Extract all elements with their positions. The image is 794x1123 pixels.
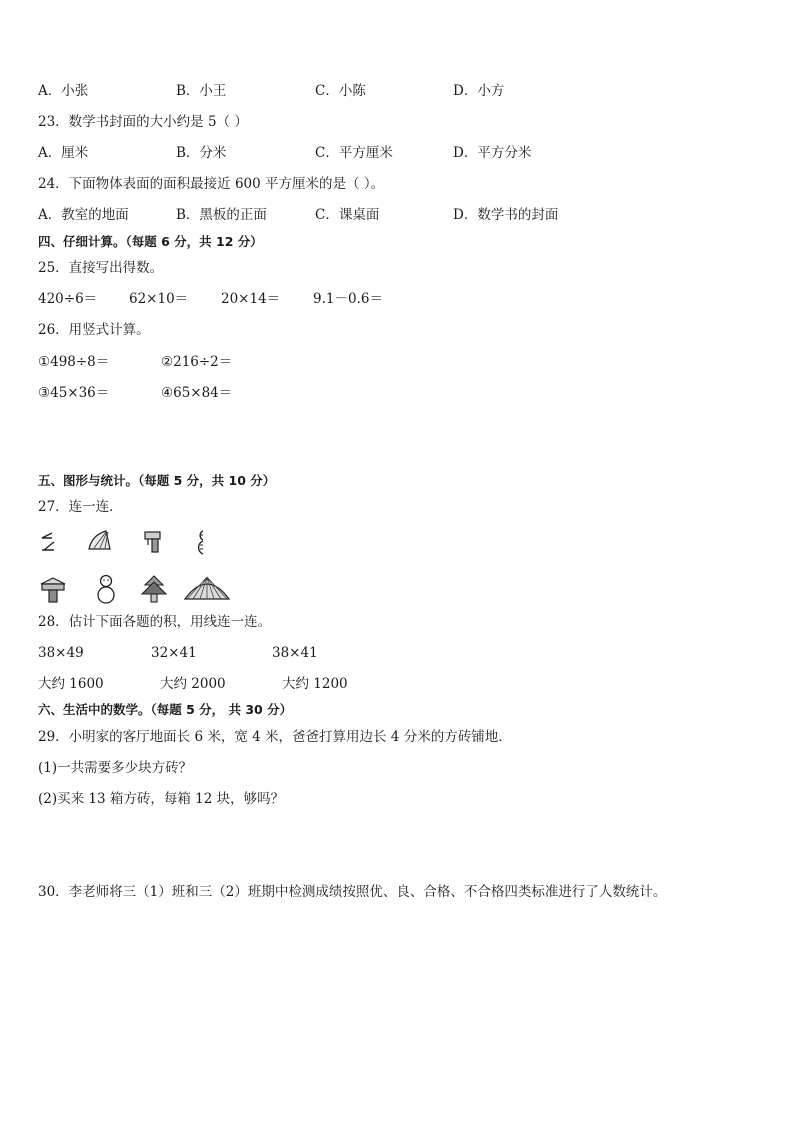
q23-option-c: C．平方厘米 <box>315 145 393 161</box>
q26-stem: 26．用竖式计算。 <box>38 322 150 338</box>
q29-stem: 29．小明家的客厅地面长 6 米，宽 4 米，爸爸打算用边长 4 分米的方砖铺地． <box>38 729 512 745</box>
q26-item-1: ①498÷8＝ <box>38 354 110 370</box>
q25-stem: 25．直接写出得数。 <box>38 260 164 276</box>
hut-icon[interactable] <box>38 574 68 604</box>
q24-stem: 24．下面物体表面的面积最接近 600 平方厘米的是（ ）。 <box>38 176 385 192</box>
q24-option-c: C．课桌面 <box>315 207 380 223</box>
q22-option-a: A．小张 <box>38 83 89 99</box>
q29-sub1: (1)一共需要多少块方砖？ <box>38 760 193 776</box>
q23-option-b: B．分米 <box>176 145 227 161</box>
q22-option-c: C．小陈 <box>315 83 366 99</box>
q25-item-3: 20×14＝ <box>221 291 281 307</box>
q23-stem: 23．数学书封面的大小约是 5（ ） <box>38 114 248 130</box>
q24-option-d: D．数学书的封面 <box>453 207 559 223</box>
q24-option-a: A．教室的地面 <box>38 207 129 223</box>
umbrella-icon[interactable] <box>183 575 231 603</box>
q26-item-2: ②216÷2＝ <box>161 354 233 370</box>
q29-sub2: (2)买来 13 箱方砖，每箱 12 块，够吗？ <box>38 791 285 807</box>
section4-title: 四、仔细计算。（每题 6 分，共 12 分） <box>38 234 263 249</box>
q28-expr-3[interactable]: 38×41 <box>272 645 318 661</box>
snowman-icon[interactable] <box>95 573 117 605</box>
half-snowman-icon[interactable] <box>193 528 209 556</box>
q23-option-a: A．厘米 <box>38 145 89 161</box>
q28-stem: 28．估计下面各题的积，用线连一连。 <box>38 614 272 630</box>
q23-option-d: D．平方分米 <box>453 145 532 161</box>
half-umbrella-icon[interactable] <box>86 529 114 553</box>
tree-icon[interactable] <box>139 573 169 605</box>
q26-item-3: ③45×36＝ <box>38 385 110 401</box>
q22-option-d: D．小方 <box>453 83 505 99</box>
q24-option-b: B．黑板的正面 <box>176 207 267 223</box>
q26-item-4: ④65×84＝ <box>161 385 233 401</box>
q28-expr-2[interactable]: 32×41 <box>151 645 197 661</box>
q28-answer-3[interactable]: 大约 1200 <box>282 676 348 692</box>
q25-item-4: 9.1－0.6＝ <box>313 291 383 307</box>
q30-stem: 30．李老师将三（1）班和三（2）班期中检测成绩按照优、良、合格、不合格四类标准进行了人数统计。 <box>38 884 667 900</box>
q28-answer-2[interactable]: 大约 2000 <box>160 676 226 692</box>
half-house-icon[interactable] <box>38 530 60 554</box>
half-hut-icon[interactable] <box>143 529 163 555</box>
q27-stem: 27．连一连． <box>38 499 123 515</box>
section6-title: 六、生活中的数学。（每题 5 分， 共 30 分） <box>38 702 293 717</box>
q25-item-1: 420÷6＝ <box>38 291 98 307</box>
q22-option-b: B．小王 <box>176 83 227 99</box>
q25-item-2: 62×10＝ <box>129 291 189 307</box>
section5-title: 五、图形与统计。（每题 5 分，共 10 分） <box>38 473 276 488</box>
q28-expr-1[interactable]: 38×49 <box>38 645 84 661</box>
q28-answer-1[interactable]: 大约 1600 <box>38 676 104 692</box>
